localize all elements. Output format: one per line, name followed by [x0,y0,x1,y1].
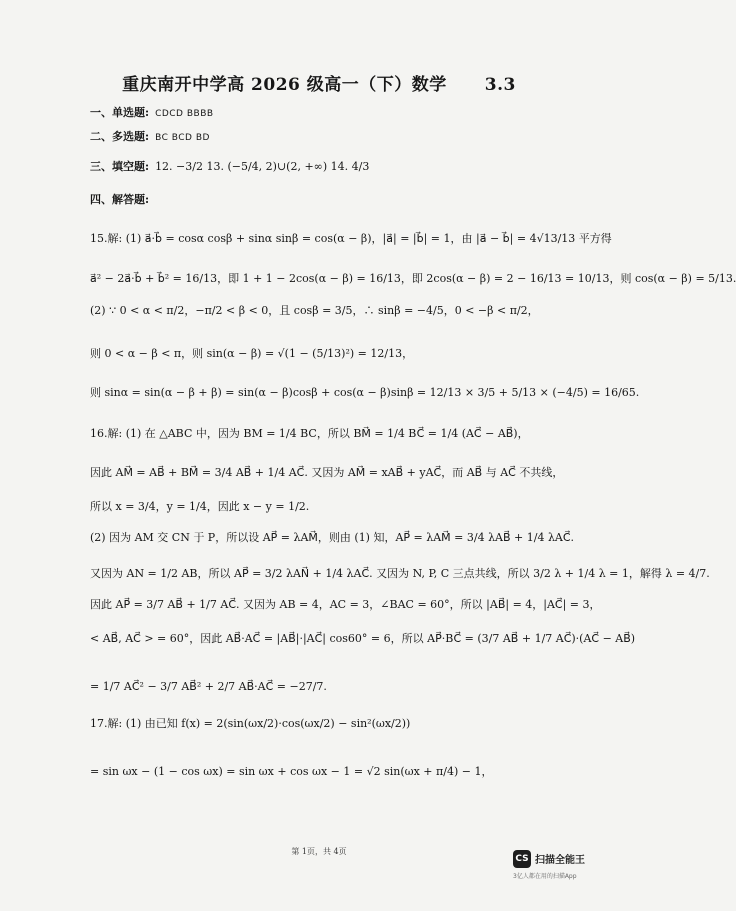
scanner-watermark [513,848,623,882]
single-choice-answers [90,106,610,121]
fill-blank-answers [90,160,610,174]
scanner-app-name: 扫描全能王 [535,855,585,866]
single-choice-label: 一、单选题: [90,106,150,119]
solution-line: 又因为 AN = 1/2 AB，所以 AP⃗ = 3/2 λAN⃗ + 1/4 λAC⃗. 又因为 N, P, C 三点共线，所以 3/2 λ + 1/4 λ = 1，解得 λ = 4/7. [90,567,710,580]
solution-line: a⃗² − 2a⃗·b⃗ + b⃗² = 16/13，即 1 + 1 − 2cos(α − β) = 16/13，即 2cos(α − β) = 2 − 16/13 = 10/13，则 cos(α − β) = 5/13. [90,272,736,285]
solution-line: 所以 x = 3/4，y = 1/4，因此 x − y = 1/2. [90,500,310,513]
multi-choice-value: BC BCD BD [155,133,210,143]
solution-line: 17.解: (1) 由已知 f(x) = 2(sin(ωx/2)·cos(ωx/2) − sin²(ωx/2)) [90,717,411,730]
solution-line: 则 sinα = sin(α − β + β) = sin(α − β)cosβ + cos(α − β)sinβ = 12/13 × 3/5 + 5/13 × (−4/5) = 16/65. [90,386,640,399]
title-code: 3.3 [484,75,516,95]
solution-line: = 1/7 AC⃗² − 3/7 AB⃗² + 2/7 AB⃗·AC⃗ = −27/7. [90,680,327,693]
title-text: 重庆南开中学高 2026 级高一（下）数学 [122,75,447,95]
multi-choice-label: 二、多选题: [90,130,150,143]
solve-section-heading [90,193,610,207]
page-title [0,70,638,95]
solution-line: 15.解: (1) a⃗·b⃗ = cosα cosβ + sinα sinβ = cos(α − β)，|a⃗| = |b⃗| = 1，由 |a⃗ − b⃗| = 4√13/13 平方得 [90,232,612,245]
scanner-logo-icon: CS [513,850,531,868]
solution-line: (2) 因为 AM 交 CN 于 P，所以设 AP⃗ = λAM⃗，则由 (1) 知，AP⃗ = λAM⃗ = 3/4 λAB⃗ + 1/4 λAC⃗. [90,531,575,544]
solution-line: 因此 AP⃗ = 3/7 AB⃗ + 1/7 AC⃗. 又因为 AB = 4，AC = 3，∠BAC = 60°，所以 |AB⃗| = 4，|AC⃗| = 3， [90,598,601,611]
solution-line: 因此 AM⃗ = AB⃗ + BM⃗ = 3/4 AB⃗ + 1/4 AC⃗. 又因为 AM⃗ = xAB⃗ + yAC⃗，而 AB⃗ 与 AC⃗ 不共线， [90,466,564,479]
page-number: 第 1页，共 4页 [291,847,347,856]
fill-blank-label: 三、填空题: [90,160,150,173]
solution-line: 16.解: (1) 在 △ABC 中，因为 BM = 1/4 BC，所以 BM⃗ = 1/4 BC⃗ = 1/4 (AC⃗ − AB⃗)， [90,427,529,440]
solution-line: < AB⃗, AC⃗ > = 60°，因此 AB⃗·AC⃗ = |AB⃗|·|AC⃗| cos60° = 6，所以 AP⃗·BC⃗ = (3/7 AB⃗ + 1/7 AC⃗)·(AC⃗ − AB⃗) [90,632,636,645]
solution-line: = sin ωx − (1 − cos ωx) = sin ωx + cos ωx − 1 = √2 sin(ωx + π/4) − 1， [90,765,493,778]
fill-blank-value: 12. −3/2 13. (−5/4, 2)∪(2, +∞) 14. 4/3 [155,160,370,173]
solve-section-label: 四、解答题: [90,193,150,206]
scanner-tagline: 3亿人都在用的扫描App [513,873,577,880]
solution-line: 则 0 < α − β < π，则 sin(α − β) = √(1 − (5/13)²) = 12/13， [90,347,414,360]
single-choice-value: CDCD BBBB [155,109,214,119]
multi-choice-answers [90,130,610,145]
solution-line: (2) ∵ 0 < α < π/2，−π/2 < β < 0，且 cosβ = 3/5，∴ sinβ = −4/5，0 < −β < π/2， [90,304,539,317]
